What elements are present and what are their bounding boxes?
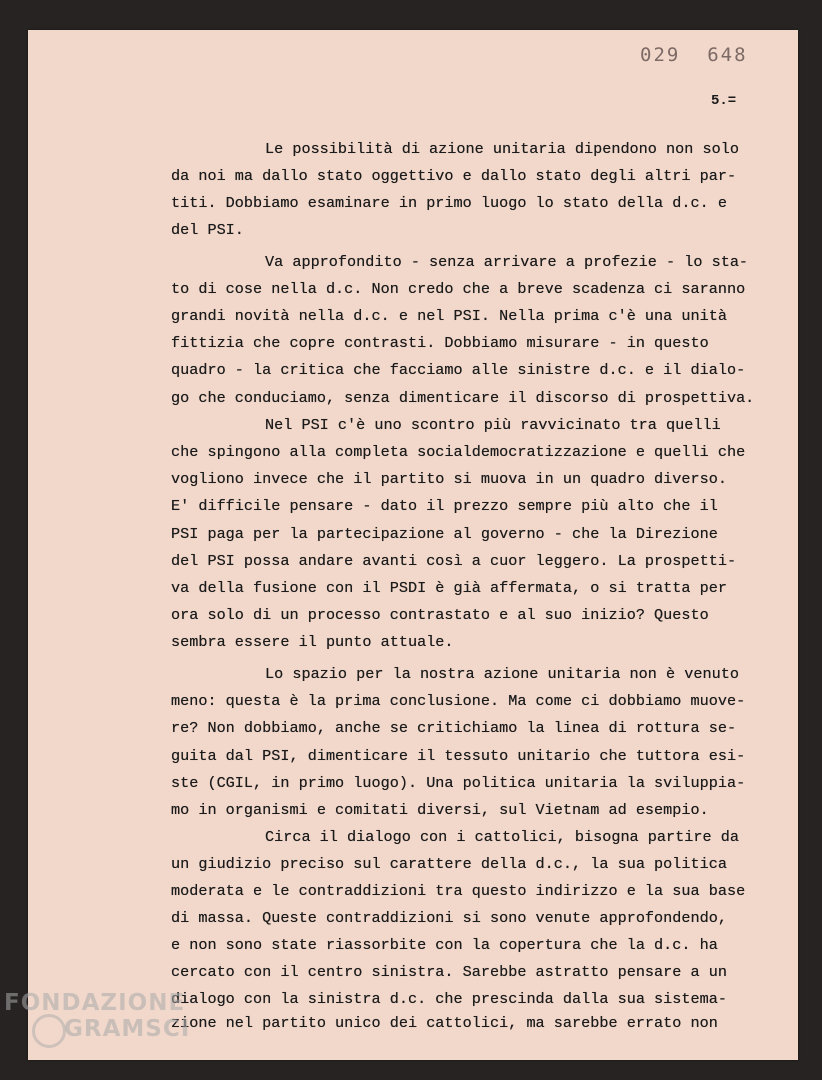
text-line: Va approfondito - senza arrivare a profezie - lo sta- <box>265 253 749 271</box>
watermark <box>4 990 190 1042</box>
text-line: fittizia che copre contrasti. Dobbiamo misurare - in questo <box>171 334 709 352</box>
text-line: che spingono alla completa socialdemocratizzazione e quelli che <box>171 443 746 461</box>
text-line: go che conduciamo, senza dimenticare il discorso di prospettiva. <box>171 389 755 407</box>
text-line: zione nel partito unico dei cattolici, ma sarebbe errato non <box>171 1014 718 1032</box>
text-line: ste (CGIL, in primo luogo). Una politica unitaria la sviluppia- <box>171 774 746 792</box>
text-line: Lo spazio per la nostra azione unitaria non è venuto <box>265 665 739 683</box>
text-line: meno: questa è la prima conclusione. Ma come ci dobbiamo muove- <box>171 692 746 710</box>
text-line: quadro - la critica che facciamo alle sinistre d.c. e il dialo- <box>171 361 746 379</box>
text-line: PSI paga per la partecipazione al governo - che la Direzione <box>171 525 718 543</box>
text-line: to di cose nella d.c. Non credo che a breve scadenza ci saranno <box>171 280 746 298</box>
page-number: 5.= <box>711 93 737 109</box>
text-line: un giudizio preciso sul carattere della d.c., la sua politica <box>171 855 727 873</box>
watermark-line2: GRAMSCI <box>64 1016 191 1042</box>
text-line: da noi ma dallo stato oggettivo e dallo stato degli altri par- <box>171 167 737 185</box>
text-line: guita dal PSI, dimenticare il tessuto unitario che tuttora esi- <box>171 747 746 765</box>
watermark-line1: FONDAZIONE <box>4 990 186 1016</box>
text-line: re? Non dobbiamo, anche se critichiamo la linea di rottura se- <box>171 719 737 737</box>
text-line: Nel PSI c'è uno scontro più ravvicinato tra quelli <box>265 416 721 434</box>
text-line: sembra essere il punto attuale. <box>171 633 454 651</box>
archive-stamp-number: 029 648 <box>640 44 748 66</box>
text-line: moderata e le contraddizioni tra questo indirizzo e la sua base <box>171 882 746 900</box>
text-line: e non sono state riassorbite con la copertura che la d.c. ha <box>171 936 718 954</box>
text-line: va della fusione con il PSDI è già affermata, o si tratta per <box>171 579 727 597</box>
text-line: cercato con il centro sinistra. Sarebbe astratto pensare a un <box>171 963 727 981</box>
text-line: E' difficile pensare - dato il prezzo sempre più alto che il <box>171 497 718 515</box>
text-line: Circa il dialogo con i cattolici, bisogna partire da <box>265 828 739 846</box>
text-line: titi. Dobbiamo esaminare in primo luogo lo stato della d.c. e <box>171 194 727 212</box>
text-line: Le possibilità di azione unitaria dipendono non solo <box>265 140 739 158</box>
text-line: ora solo di un processo contrastato e al suo inizio? Questo <box>171 606 709 624</box>
text-line: dialogo con la sinistra d.c. che prescinda dalla sua sistema- <box>171 990 727 1008</box>
text-line: vogliono invece che il partito si muova in un quadro diverso. <box>171 470 727 488</box>
text-line: di massa. Queste contraddizioni si sono venute approfondendo, <box>171 909 727 927</box>
text-line: del PSI. <box>171 221 244 239</box>
text-line: mo in organismi e comitati diversi, sul Vietnam ad esempio. <box>171 801 709 819</box>
text-line: del PSI possa andare avanti così a cuor leggero. La prospetti- <box>171 552 737 570</box>
text-line: grandi novità nella d.c. e nel PSI. Nella prima c'è una unità <box>171 307 727 325</box>
